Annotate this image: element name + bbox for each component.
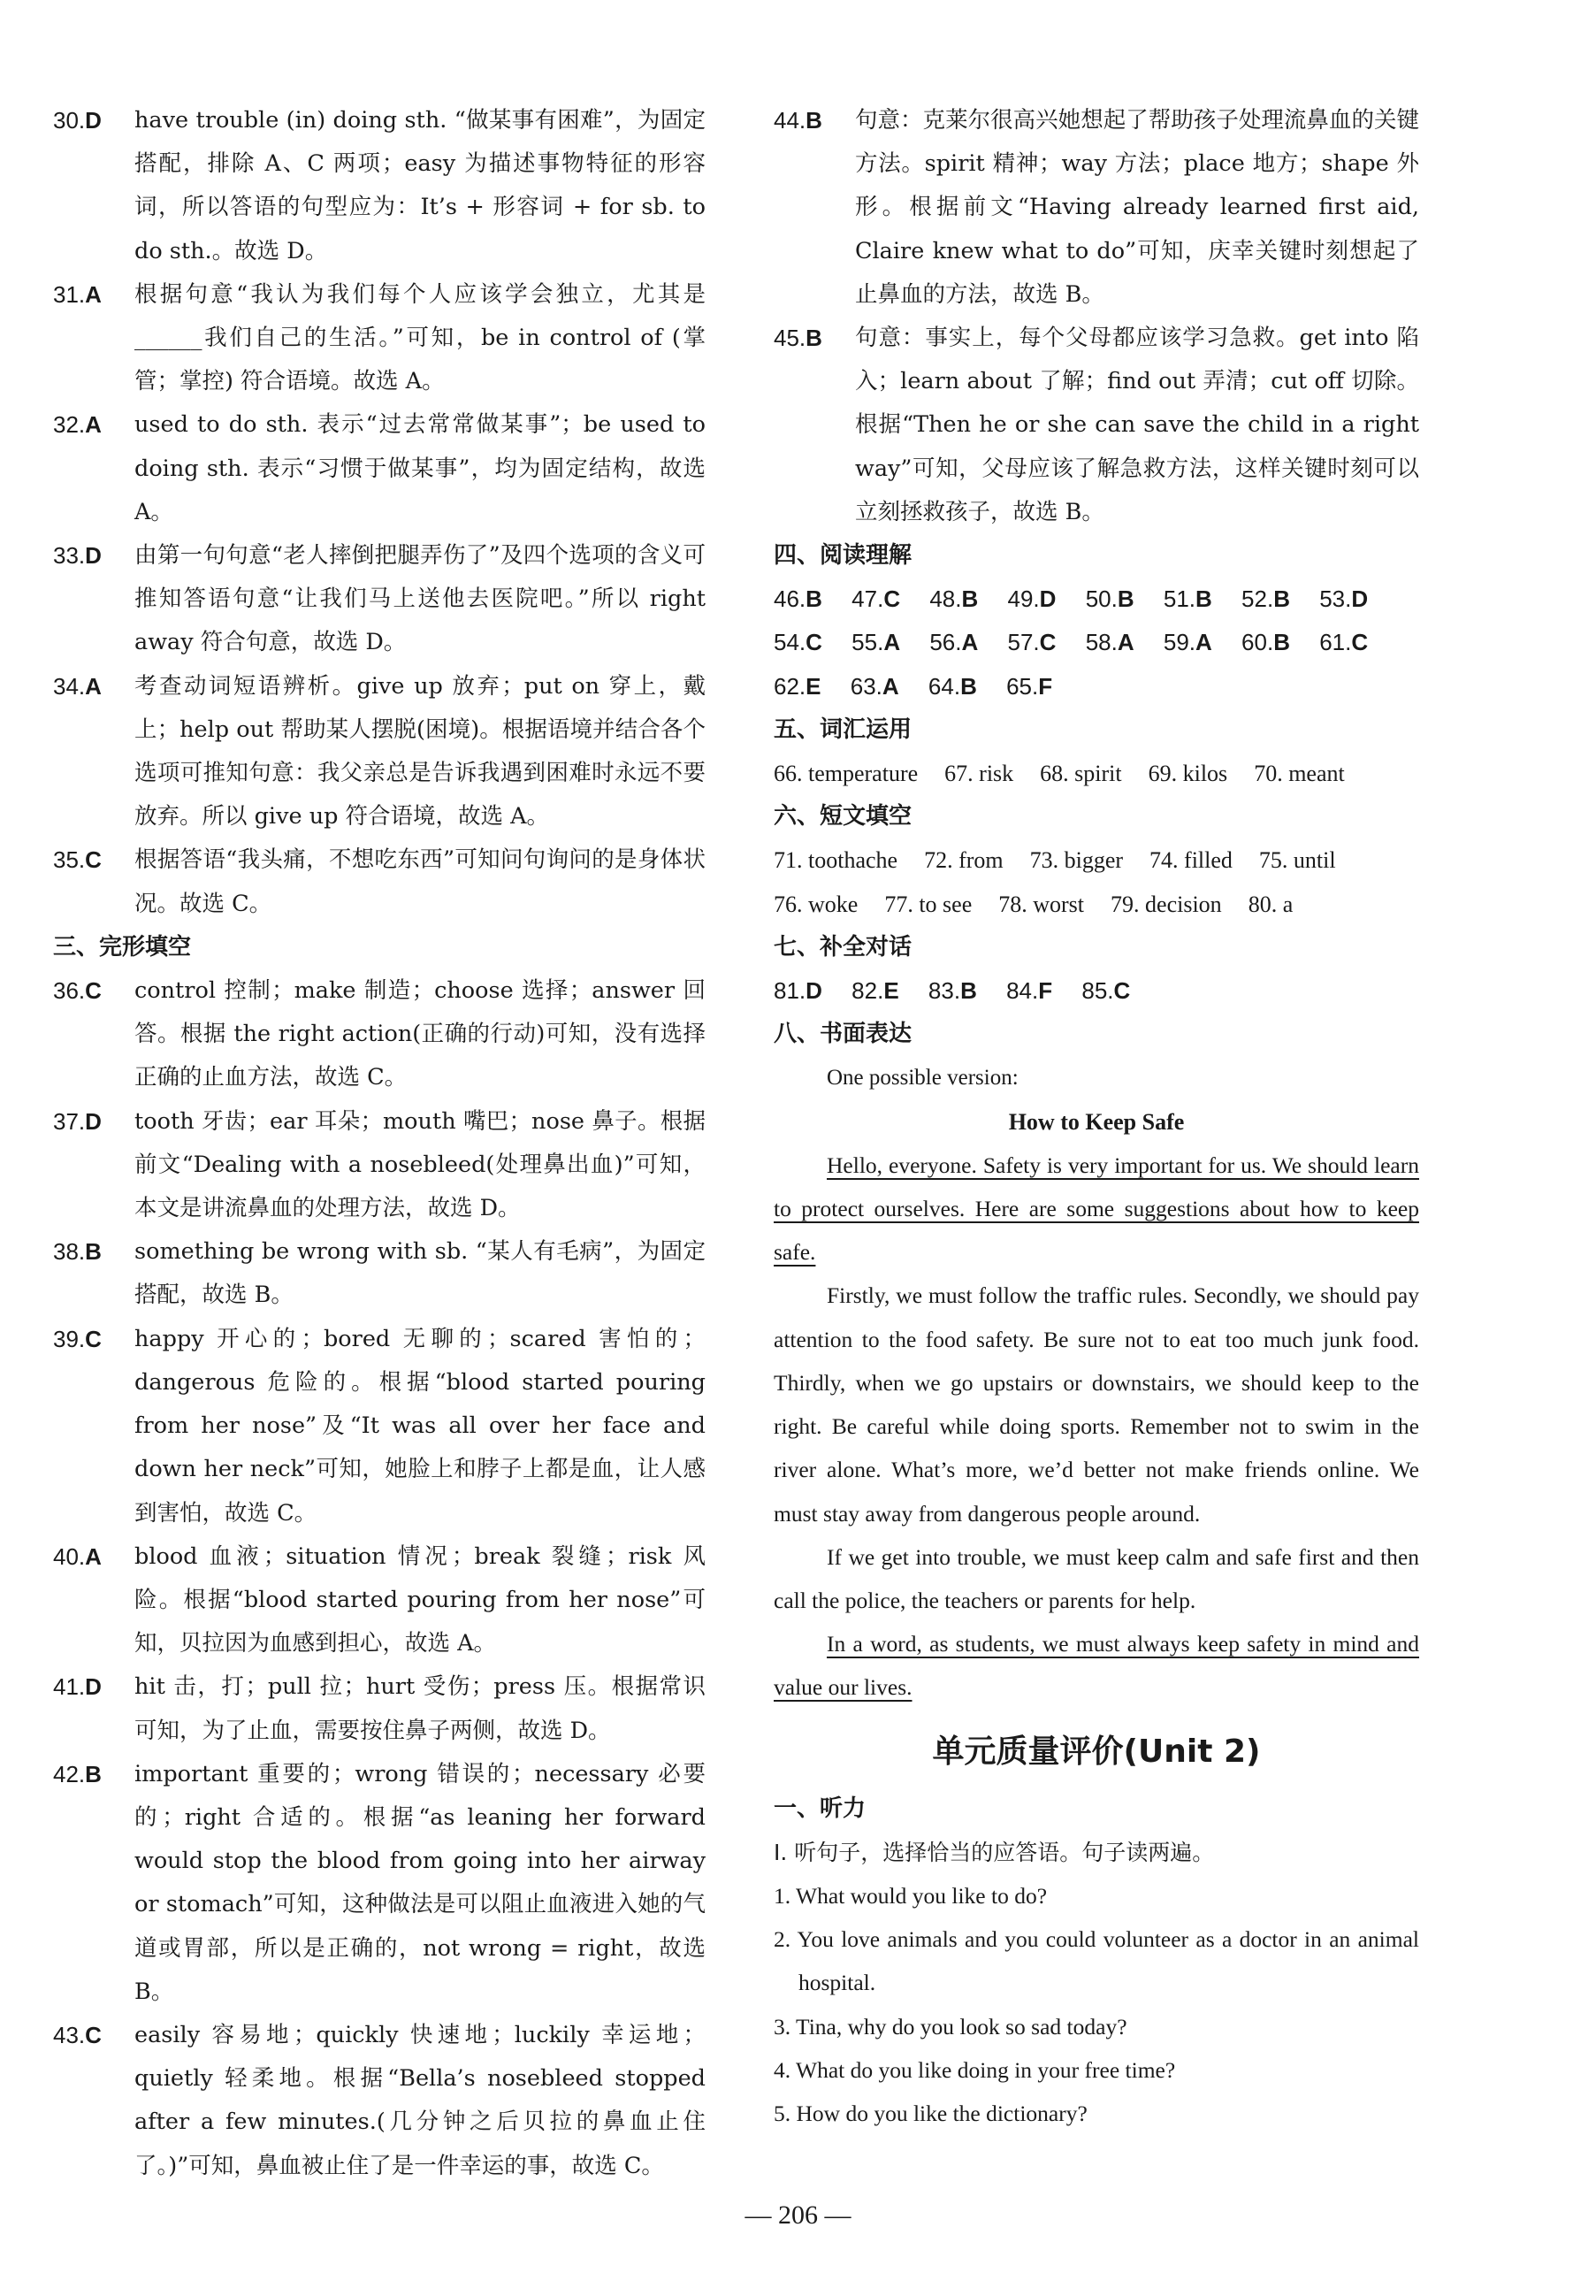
item-36: 36.C control 控制；make 制造；choose 选择；answer 回答。根据 the right action(正确的行动)可知，没有选择正确的止血方法，故选 C。 [53, 977, 706, 1091]
answer-84: 84.F [1006, 977, 1053, 1005]
answer-77: 77. to see [884, 891, 973, 917]
item-40: 40.A blood 血液；situation 情况；break 裂缝；risk 风险。根据“blood started pouring from her nose”可知，贝拉因为血感到担心，故选 A。 [53, 1542, 706, 1657]
answer-62: 62.E [774, 672, 821, 700]
answer-50: 50.B [1085, 585, 1134, 613]
item-35: 35.C 根据答语“我头痛，不想吃东西”可知问句询问的是身体状况。故选 C。 [53, 846, 706, 917]
listening-question-3: 3. Tina, why do you look so sad today? [774, 2013, 1127, 2040]
answer-83: 83.B [928, 977, 977, 1005]
answer-81: 81.D [774, 977, 822, 1005]
answer-71: 71. toothache [774, 847, 898, 874]
section-heading-listening: 一、听力 [774, 1795, 867, 1822]
section-heading-writing: 八、书面表达 [774, 1021, 913, 1048]
answer-63: 63.A [850, 672, 899, 700]
left-column [53, 99, 706, 2188]
answer-57: 57.C [1007, 629, 1057, 656]
fill-answers-row-2 [774, 883, 1419, 926]
answer-78: 78. worst [998, 891, 1085, 917]
answer-59: 59.A [1163, 629, 1212, 656]
vocabulary-answers [774, 752, 1419, 795]
item-33: 33.D 由第一句句意“老人摔倒把腿弄伤了”及四个选项的含义可推知答语句意“让我们马上送他去医院吧。”所以 right away 符合句意，故选 D。 [53, 542, 706, 656]
answer-79: 79. decision [1111, 891, 1222, 917]
essay-paragraph-4: In a word, as students, we must always keep safety in mind and value our lives. [774, 1631, 1419, 1701]
section-heading-cloze: 三、完形填空 [53, 933, 192, 960]
answer-72: 72. from [924, 847, 1004, 874]
right-column [774, 99, 1419, 2135]
reading-answers-row-1 [774, 578, 1419, 621]
dialogue-answers [774, 969, 1419, 1013]
item-43: 43.C easily 容易地；quickly 快速地；luckily 幸运地；quietly 轻柔地。根据“Bella’s nosebleed stopped after a few minutes.(几分钟之后贝拉的鼻血止住了。)”可知，鼻血被止住了是一件幸运的事，故选 C。 [53, 2021, 706, 2179]
essay-paragraph-3: If we get into trouble, we must keep calm and safe first and then call the police, the teachers or parents for help. [774, 1543, 1419, 1613]
answer-47: 47.C [851, 585, 901, 613]
answer-58: 58.A [1085, 629, 1134, 656]
answer-46: 46.B [774, 585, 822, 613]
answer-82: 82.E [851, 977, 899, 1005]
answer-65: 65.F [1006, 672, 1053, 700]
answer-53: 53.D [1319, 585, 1369, 613]
answer-70: 70. meant [1254, 761, 1345, 787]
answer-80: 80. a [1248, 891, 1294, 917]
item-37: 37.D tooth 牙齿；ear 耳朵；mouth 嘴巴；nose 鼻子。根据前文“Dealing with a nosebleed(处理鼻出血)”可知，本文是讲流鼻血的处理方法，故选 D。 [53, 1107, 706, 1222]
item-45: 45.B 句意：事实上，每个父母都应该学习急救。get into 陷入；learn about 了解；find out 弄清；cut off 切除。根据“Then he or she can save the child in a right way”可知，父母应该了解急救方法，这样关键时刻可以立刻拯救孩子，故选 B。 [774, 325, 1419, 525]
item-34: 34.A 考查动词短语辨析。give up 放弃；put on 穿上，戴上；help out 帮助某人摆脱(困境)。根据语境并结合各个选项可推知句意：我父亲总是告诉我遇到困难时永远不要放弃。所以 give up 符合语境，故选 A。 [53, 672, 706, 830]
fill-answers-row-1 [774, 838, 1419, 882]
reading-answers-row-2 [774, 621, 1419, 664]
answer-69: 69. kilos [1148, 761, 1228, 787]
listening-question-4: 4. What do you like doing in your free time? [774, 2056, 1176, 2083]
answer-51: 51.B [1163, 585, 1212, 613]
section-heading-dialogue: 七、补全对话 [774, 933, 913, 960]
essay-intro: One possible version: [827, 1066, 1019, 1091]
essay-paragraph-1: Hello, everyone. Safety is very important for us. We should learn to protect ourselves. Here are some suggestions about how to keep safe. [774, 1152, 1419, 1266]
answer-76: 76. woke [774, 891, 859, 917]
listening-question-5: 5. How do you like the dictionary? [774, 2100, 1088, 2126]
answer-75: 75. until [1258, 847, 1336, 874]
answer-66: 66. temperature [774, 761, 919, 787]
item-38: 38.B something be wrong with sb. “某人有毛病”，为固定搭配，故选 B。 [53, 1238, 706, 1309]
answer-54: 54.C [774, 629, 822, 656]
essay-paragraph-2: Firstly, we must follow the traffic rules. Secondly, we should pay attention to the food safety. Be sure not to eat too much junk food. Thirdly, when we go upstairs or downstairs, we should keep to the right. Be careful while doing sports. Remember not to swim in the river alone. What’s more, we’d better not make friends online. We must stay away from dangerous people around. [774, 1282, 1419, 1527]
item-30: 30.D have trouble (in) doing sth. “做某事有困难”，为固定搭配，排除 A、C 两项；easy 为描述事物特征的形容词，所以答语的句型应为：It’s + 形容词 + for sb. to do sth.。故选 D。 [53, 107, 706, 264]
item-32: 32.A used to do sth. 表示“过去常常做某事”；be used to doing sth. 表示“习惯于做某事”，均为固定结构，故选 A。 [53, 411, 706, 525]
item-31: 31.A 根据句意“我认为我们每个人应该学会独立，尤其是______我们自己的生活。”可知，be in control of (掌管；掌控) 符合语境。故选 A。 [53, 280, 706, 395]
answer-48: 48.B [929, 585, 979, 613]
answer-64: 64.B [928, 672, 977, 700]
answer-74: 74. filled [1149, 847, 1233, 874]
item-42: 42.B important 重要的；wrong 错误的；necessary 必要的；right 合适的。根据“as leaning her forward would stop the blood from going into her airway or stomach”可知，这种做法是可以阻止血液进入她的气道或胃部，所以是正确的，not wrong = right，故选 B。 [53, 1760, 706, 2005]
answer-85: 85.C [1081, 977, 1131, 1005]
answer-49: 49.D [1007, 585, 1057, 613]
item-39: 39.C happy 开心的；bored 无聊的；scared 害怕的；dangerous 危险的。根据“blood started pouring from her nose”及“It was all over her face and down her neck”可知，她脸上和脖子上都是血，让人感到害怕，故选 C。 [53, 1325, 706, 1527]
listening-instruction: Ⅰ. 听句子，选择恰当的应答语。句子读两遍。 [774, 1839, 1215, 1865]
essay-title: How to Keep Safe [1008, 1108, 1185, 1135]
item-41: 41.D hit 击，打；pull 拉；hurt 受伤；press 压。根据常识可知，为了止血，需要按住鼻子两侧，故选 D。 [53, 1673, 706, 1744]
reading-answers-row-3 [774, 665, 1419, 708]
answer-67: 67. risk [944, 761, 1014, 787]
answer-68: 68. spirit [1040, 761, 1122, 787]
unit-title: 单元质量评价(Unit 2) [932, 1733, 1261, 1770]
listening-question-2: 2. You love animals and you could volunteer as a doctor in an animal hospital. [774, 1926, 1419, 1996]
answer-61: 61.C [1319, 629, 1369, 656]
answer-55: 55.A [851, 629, 901, 656]
section-heading-reading: 四、阅读理解 [774, 542, 913, 570]
item-44: 44.B 句意：克莱尔很高兴她想起了帮助孩子处理流鼻血的关键方法。spirit 精神；way 方法；place 地方；shape 外形。根据前文“Having already learned first aid, Claire knew what to do”可知，庆幸关键时刻想起了止鼻血的方法，故选 B。 [774, 107, 1419, 308]
listening-question-1: 1. What would you like to do? [774, 1882, 1048, 1909]
answer-60: 60.B [1241, 629, 1290, 656]
page-number: — 206 — [745, 2200, 851, 2230]
section-heading-vocabulary: 五、词汇运用 [774, 716, 913, 743]
section-heading-fill-in: 六、短文填空 [774, 803, 913, 830]
answer-52: 52.B [1241, 585, 1290, 613]
answer-56: 56.A [929, 629, 979, 656]
answer-73: 73. bigger [1029, 847, 1124, 874]
